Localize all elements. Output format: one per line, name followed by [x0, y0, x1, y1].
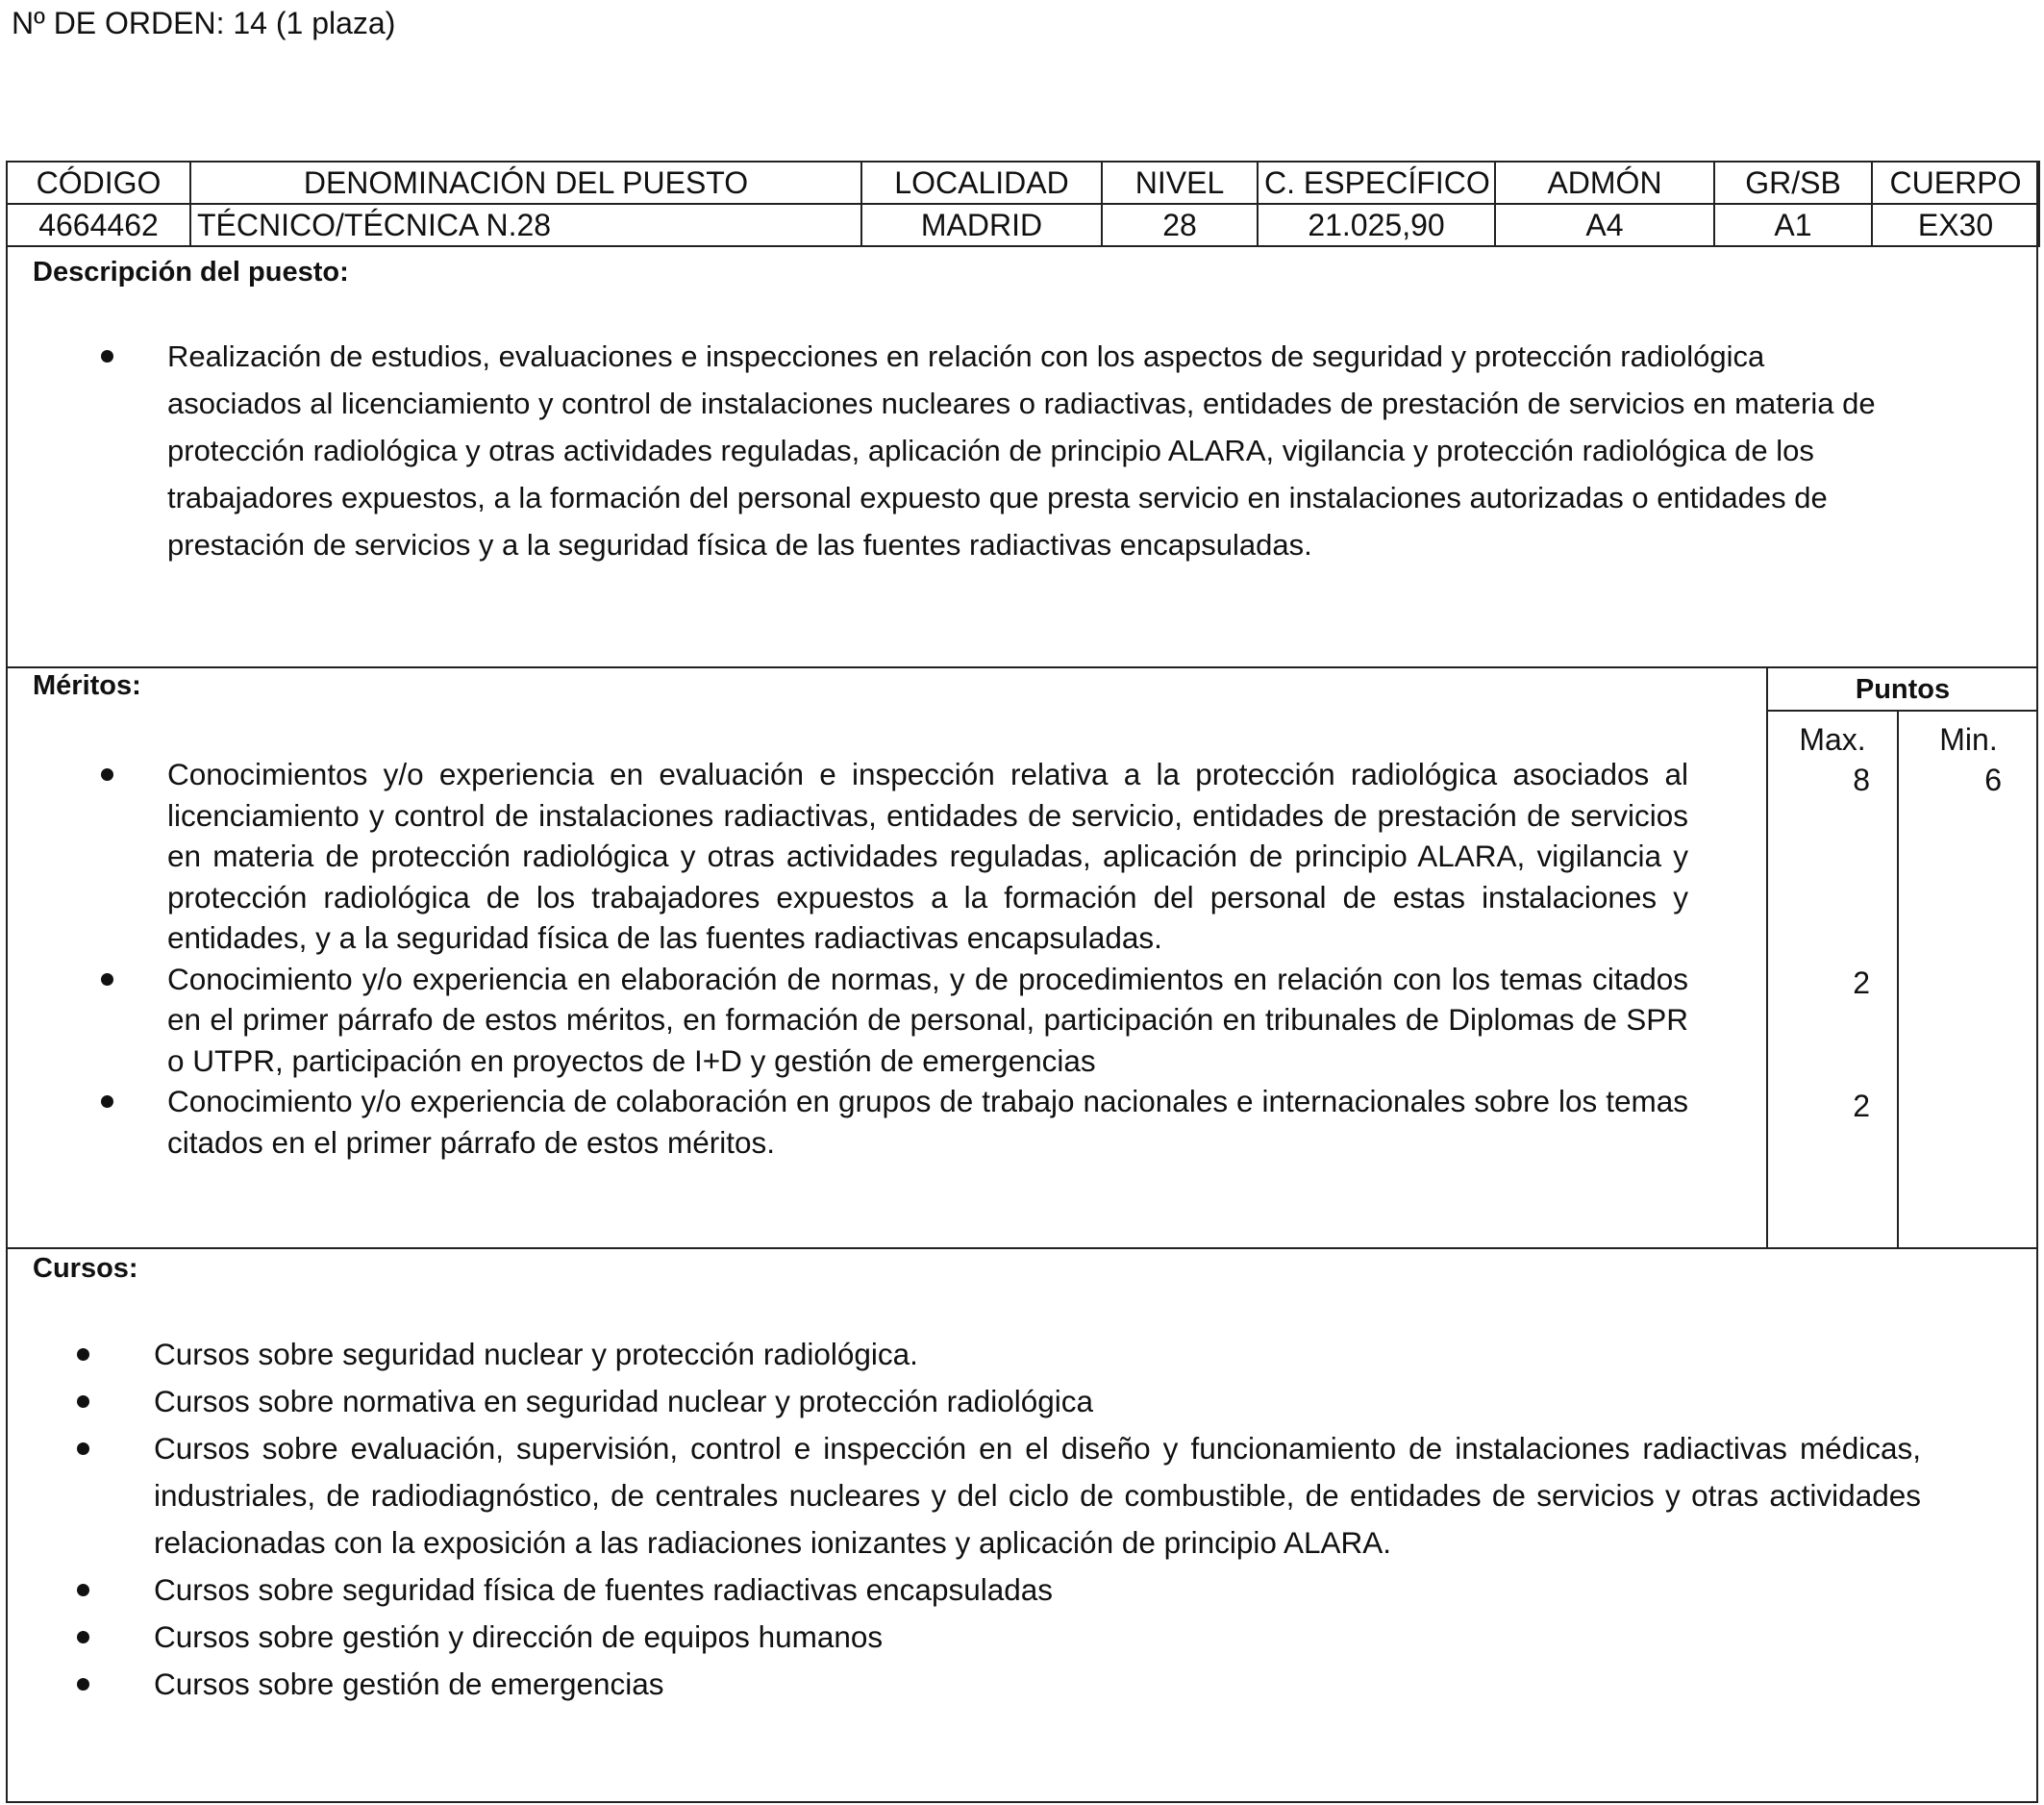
descripcion-list [167, 333, 1898, 568]
merit-text: Conocimientos y/o experiencia en evaluación e inspección relativa a la protección radiológica asociados al licenciamiento y control de instalaciones radiactivas, entidades de servicio, entidades de prestación de servicios en materia de protección radiológica y otras actividades reguladas, aplicación de principio ALARA, vigilancia y protección radiológica de los trabajadores expuestos a la formación del personal de estas instalaciones y entidades, y a la seguridad física de las fuentes radiactivas encapsuladas. [167, 757, 1688, 955]
value-row [7, 204, 2039, 246]
header-grsb: GR/SB [1714, 162, 1872, 204]
bullet-icon [77, 1395, 89, 1408]
divider [6, 666, 2038, 668]
header-admon: ADMÓN [1495, 162, 1714, 204]
bullet-icon [77, 1584, 89, 1596]
header-localidad: LOCALIDAD [861, 162, 1102, 204]
list-item [154, 1331, 1921, 1378]
list-item [167, 959, 1688, 1082]
value-cuerpo: EX30 [1872, 204, 2039, 246]
header-denominacion: DENOMINACIÓN DEL PUESTO [190, 162, 861, 204]
header-especifico: C. ESPECÍFICO [1258, 162, 1495, 204]
merit-text: Conocimiento y/o experiencia de colaboración en grupos de trabajo nacionales e internacionales sobre los temas citados en el primer párrafo de estos méritos. [167, 1084, 1688, 1160]
header-codigo: CÓDIGO [7, 162, 190, 204]
bullet-icon [77, 1631, 89, 1643]
value-denominacion: TÉCNICO/TÉCNICA N.28 [190, 204, 861, 246]
cursos-list [154, 1331, 1921, 1708]
position-header-table [6, 161, 2040, 247]
header-cuerpo: CUERPO [1872, 162, 2039, 204]
min-total: 6 [1984, 763, 2002, 797]
curso-text: Cursos sobre gestión de emergencias [154, 1667, 664, 1701]
bullet-icon [77, 1678, 89, 1691]
divider [6, 1247, 2038, 1249]
value-admon: A4 [1495, 204, 1714, 246]
list-item [154, 1567, 1921, 1614]
bullet-icon [77, 1442, 89, 1455]
value-grsb: A1 [1714, 204, 1872, 246]
bullet-icon [101, 768, 113, 781]
value-especifico: 21.025,90 [1258, 204, 1495, 246]
curso-text: Cursos sobre evaluación, supervisión, control e inspección en el diseño y funcionamiento de instalaciones radiactivas médicas, industriales, de radiodiagnóstico, de centrales nucleares y del ciclo de combustible, de entidades de servicios y otras actividades relacionadas con la exposición a las radiaciones ionizantes y aplicación de principio ALARA. [154, 1431, 1921, 1560]
header-nivel: NIVEL [1102, 162, 1258, 204]
list-item [154, 1378, 1921, 1425]
points-merit-2: 2 [1853, 965, 1870, 1000]
list-item [167, 1081, 1688, 1163]
max-label: Max. [1799, 722, 1866, 757]
meritos-label: Méritos: [33, 670, 141, 701]
list-item [167, 333, 1898, 568]
bullet-icon [101, 350, 113, 363]
points-merit-3: 2 [1853, 1089, 1870, 1123]
puntos-title: Puntos [1855, 674, 1951, 705]
curso-text: Cursos sobre seguridad nuclear y protección radiológica. [154, 1337, 918, 1371]
min-label: Min. [1939, 722, 1998, 757]
list-item [154, 1614, 1921, 1661]
bullet-icon [101, 973, 113, 986]
list-item [154, 1661, 1921, 1708]
list-item [167, 754, 1688, 959]
curso-text: Cursos sobre normativa en seguridad nuclear y protección radiológica [154, 1384, 1094, 1418]
curso-text: Cursos sobre seguridad física de fuentes radiactivas encapsuladas [154, 1572, 1054, 1607]
cursos-label: Cursos: [33, 1253, 138, 1284]
value-localidad: MADRID [861, 204, 1102, 246]
curso-text: Cursos sobre gestión y dirección de equipos humanos [154, 1619, 884, 1654]
header-row [7, 162, 2039, 204]
merit-text: Conocimiento y/o experiencia en elaboración de normas, y de procedimientos en relación con los temas citados en el primer párrafo de estos méritos, en formación de personal, participación en tribunales de Diplomas de SPR o UTPR, participación en proyectos de I+D y gestión de emergencias [167, 961, 1688, 1078]
max-total: 8 [1853, 763, 1870, 797]
value-nivel: 28 [1102, 204, 1258, 246]
bullet-icon [101, 1095, 113, 1108]
bullet-icon [77, 1348, 89, 1361]
descripcion-label: Descripción del puesto: [33, 257, 349, 288]
meritos-list [167, 754, 1688, 1163]
descripcion-text: Realización de estudios, evaluaciones e inspecciones en relación con los aspectos de seguridad y protección radiológica asociados al licenciamiento y control de instalaciones nucleares o radiactivas, entidades de prestación de servicios en materia de protección radiológica y otras actividades reguladas, aplicación de principio ALARA, vigilancia y protección radiológica de los trabajadores expuestos, a la formación del personal expuesto que presta servicio en instalaciones autorizadas o entidades de prestación de servicios y a la seguridad física de las fuentes radiactivas encapsuladas. [167, 339, 1876, 562]
list-item [154, 1425, 1921, 1567]
value-codigo: 4664462 [7, 204, 190, 246]
order-number: Nº DE ORDEN: 14 (1 plaza) [12, 6, 396, 40]
